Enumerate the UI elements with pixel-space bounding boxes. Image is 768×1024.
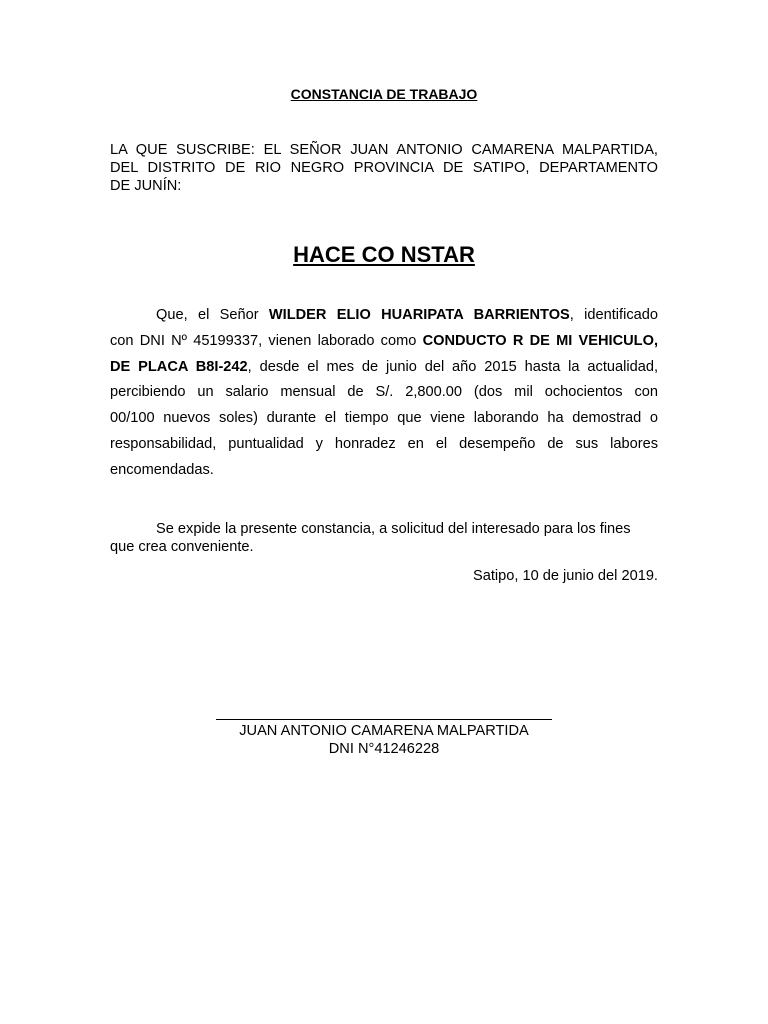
- body-line: encomendadas.: [110, 461, 214, 478]
- intro-paragraph: [110, 141, 658, 195]
- vehicle-plate: DE PLACA B8I-242: [110, 358, 248, 375]
- signatory-dni: DNI N°41246228: [328, 741, 440, 757]
- body-line: [110, 355, 658, 381]
- body-paragraph: [110, 303, 658, 484]
- closing-line: Se expide la presente constancia, a solicitud del interesado para los fines: [156, 521, 631, 537]
- body-line: 00/100 nuevos soles) durante el tiempo que viene laborando ha demostrad o: [110, 410, 658, 427]
- body-text: con DNI Nº 45199337, vienen laborado como: [110, 332, 423, 349]
- intro-line: DE JUNÍN:: [110, 178, 182, 194]
- body-text: , desde el mes de junio del año 2015 hasta la actualidad,: [247, 358, 658, 375]
- employee-name: WILDER ELIO HUARIPATA BARRIENTOS: [268, 307, 570, 323]
- body-line: responsabilidad, puntualidad y honradez en el desempeño de sus labores: [110, 435, 658, 452]
- closing-line: que crea conveniente.: [110, 539, 254, 555]
- document-title: CONSTANCIA DE TRABAJO: [290, 86, 478, 102]
- body-line: [110, 303, 658, 329]
- intro-line: DEL DISTRITO DE RIO NEGRO PROVINCIA DE SATIPO, DEPARTAMENTO: [110, 160, 658, 176]
- hace-constar-heading: HACE CO NSTAR: [293, 242, 475, 267]
- closing-paragraph: [110, 520, 658, 556]
- job-title: CONDUCTO R DE MI VEHICULO,: [422, 332, 659, 349]
- body-text: , identificado: [569, 307, 658, 323]
- body-line: percibiendo un salario mensual de S/. 2,800.00 (dos mil ochocientos con: [110, 384, 658, 401]
- signature-line: [216, 719, 552, 720]
- intro-line: LA QUE SUSCRIBE: EL SEÑOR JUAN ANTONIO CAMARENA MALPARTIDA,: [110, 142, 658, 158]
- issue-date: Satipo, 10 de junio del 2019.: [472, 568, 658, 584]
- body-line: [110, 329, 658, 355]
- body-text: Que, el Señor: [156, 307, 269, 323]
- signatory-name: JUAN ANTONIO CAMARENA MALPARTIDA: [239, 723, 529, 739]
